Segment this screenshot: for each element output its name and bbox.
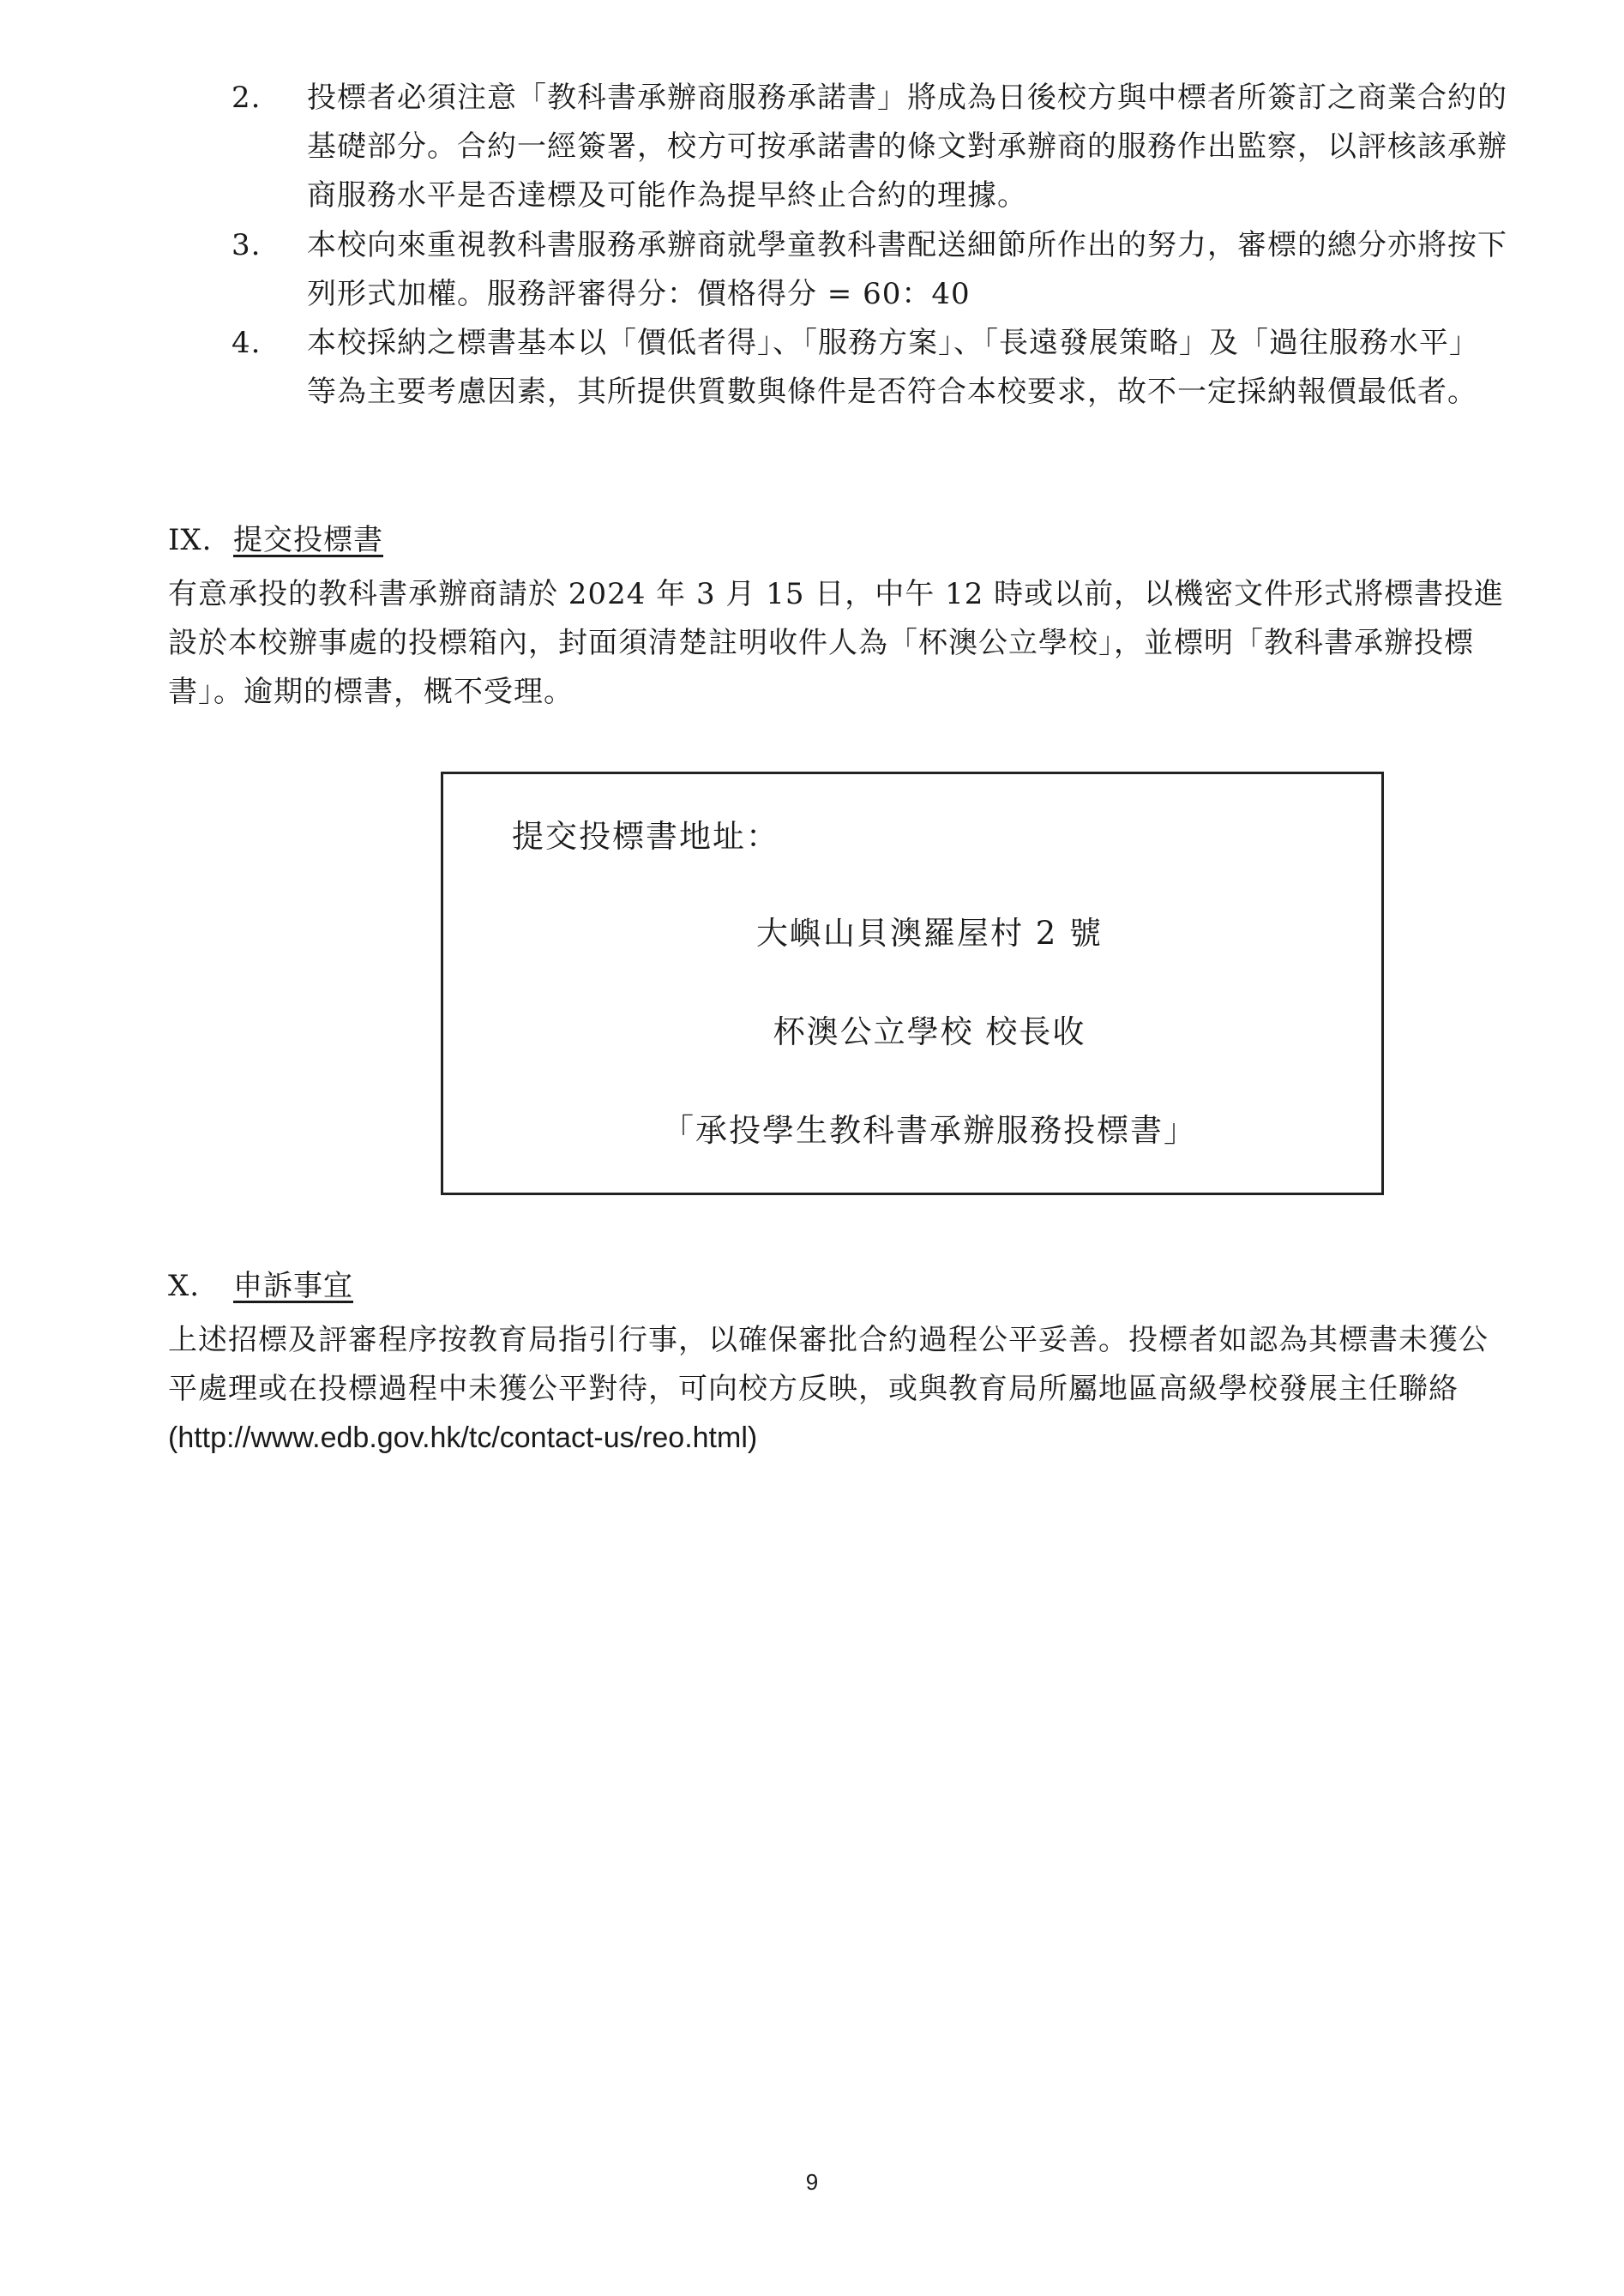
section-title: 提交投標書: [233, 523, 383, 557]
section-heading-ix: [168, 519, 383, 562]
address-box-title: 提交投標書地址：: [512, 818, 779, 855]
list-item-number: 3.: [232, 228, 262, 262]
list-item: [232, 221, 1507, 324]
list-item: [232, 74, 1507, 228]
section-heading-x: [168, 1265, 353, 1307]
section-title: 申訴事宜: [233, 1269, 353, 1303]
address-line: 大嶼山貝澳羅屋村 2 號: [755, 915, 1104, 952]
contact-url-link[interactable]: (http://www.edb.gov.hk/tc/contact-us/reo.html): [168, 1421, 758, 1454]
list-item: [232, 319, 1501, 473]
section-x-text: 上述招標及評審程序按教育局指引行事，以確保審批合約過程公平妥善。投標者如認為其標書未獲公平處理或在投標過程中未獲公平對待，可向校方反映，或與教育局所屬地區高級學校發展主任聯絡: [168, 1323, 1489, 1406]
section-number: X.: [168, 1269, 201, 1303]
page-number: 9: [805, 2169, 819, 2195]
list-item-text: 本校向來重視教科書服務承辦商就學童教科書配送細節所作出的努力，審標的總分亦將按下列形式加權。服務評審得分：價格得分 = 60：40: [307, 228, 1507, 311]
section-x-body: [168, 1316, 1506, 1463]
section-ix-body: 有意承投的教科書承辦商請於 2024 年 3 月 15 日，中午 12 時或以前，以機密文件形式將標書投進設於本校辦事處的投標箱內，封面須清楚註明收件人為「杯澳公立學校」，並標明「教科書承辦投標書」。逾期的標書，概不受理。: [168, 577, 1505, 709]
list-item-text: 本校採納之標書基本以「價低者得」、「服務方案」、「長遠發展策略」及「過往服務水平」等為主要考慮因素，其所提供質數與條件是否符合本校要求，故不一定採納報價最低者。: [307, 326, 1479, 409]
list-item-number: 4.: [232, 326, 262, 360]
address-box: [441, 772, 1384, 1195]
recipient-line: 杯澳公立學校 校長收: [773, 1013, 1086, 1050]
list-item-text: 投標者必須注意「教科書承辦商服務承諾書」將成為日後校方與中標者所簽訂之商業合約的基礎部分。合約一經簽署，校方可按承諾書的條文對承辦商的服務作出監察，以評核該承辦商服務水平是否達標及可能作為提早終止合約的理據。: [307, 81, 1507, 213]
tender-label-line: 「承投學生教科書承辦服務投標書」: [662, 1112, 1197, 1149]
list-item-number: 2.: [232, 81, 262, 115]
section-number: IX.: [168, 523, 213, 557]
